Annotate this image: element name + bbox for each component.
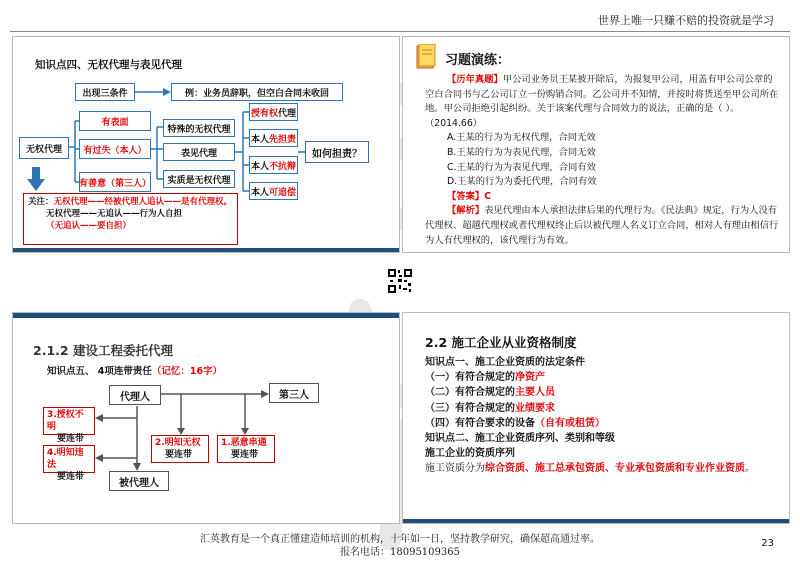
condition-fault: 有过失（本人） [79, 139, 151, 159]
footer-phone: 报名电话：18095109365 [340, 547, 460, 558]
apparent-agency-box: 表见代理 [163, 143, 235, 161]
responsibility-authorized: 授有权 代理 [249, 103, 298, 121]
slide-subtitle: 知识点五、 4项连带责任（记忆：16字） [47, 366, 223, 377]
knowledge-point-1: 知识点一、施工企业资质的法定条件 [425, 357, 585, 368]
how-to-bear-box: 如何担责？ [305, 141, 369, 163]
condition-3: （三）有符合规定的业绩要求 [425, 402, 555, 414]
analysis-text: 【解析】表见代理由本人承担法律后果的代理行为。《民法典》规定，行为人没有代理权、超越代理权或者代理权终止后以被代理人名义订立合同，相对人有理由相信行为人有代理权的，该代理行为有效。 [425, 205, 779, 246]
option-b: B.王某的行为为表见代理，合同无效 [447, 146, 596, 158]
option-d: D.王某的行为为委托代理，合同有效 [447, 176, 597, 188]
condition-4: （四）有符合要求的设备（自有或租赁） [425, 417, 605, 429]
principal-box: 被代理人 [109, 471, 169, 491]
sequence-title: 施工企业的资质序列 [425, 448, 515, 460]
qualification-body [425, 355, 775, 477]
footer [0, 533, 800, 559]
answer-line: 【答案】C [447, 190, 492, 202]
option-a: A.王某的行为为无权代理，合同无效 [447, 132, 596, 144]
qr-code-icon [387, 268, 413, 294]
slide-title: 2.2 施工企业从业资格制度 [425, 335, 577, 350]
responsibility-no-defense: 本人 不抗辩 [249, 156, 298, 174]
header-divider [10, 31, 790, 32]
third-party-box: 第三人 [269, 383, 319, 403]
slide-qualification [402, 312, 790, 524]
condition-2: （二）有符合规定的主要人员 [425, 387, 555, 399]
responsibility-first: 本人 先担责 [249, 129, 298, 147]
slide-exercise [402, 36, 790, 253]
down-arrow-icon [27, 167, 45, 191]
book-icon [415, 44, 437, 70]
responsibility-recourse: 本人 可追偿 [249, 182, 298, 200]
substantive-box: 实质是无权代理 [163, 170, 235, 188]
liability-known-illegal: 4.明知违法 要连带 [43, 445, 95, 473]
slide-entrusted-agency [12, 312, 400, 524]
slide-bottom-bar [403, 519, 789, 523]
conditions-box: 出现三条件 [75, 83, 135, 101]
unauthorized-agency-box: 无权代理 [19, 137, 69, 159]
agent-box: 代理人 [109, 385, 161, 405]
liability-unclear-authorization: 3.授权不明 要连带 [43, 407, 95, 435]
special-unauthorized-box: 特殊的无权代理 [163, 119, 235, 137]
page-number: 23 [761, 538, 774, 549]
slide-title: 2.1.2 建设工程委托代理 [33, 343, 173, 358]
condition-1: （一）有符合规定的净资产 [425, 372, 545, 384]
exercise-body: 【历年真题】甲公司业务员王某被开除后，为报复甲公司，用盖有甲公司公章的空白合同书与乙公司订立一份购销合同。乙公司并不知情，并按时将货送至甲公司所在地。甲公司拒绝引起纠纷。关于该案代理与合同效力的说法，正确的是（ ）。（2014.66） A.王某的行为为无权代理，合同无效 B.王某的行为为表见代理，合同无效 C.王某的行为为表见代理，合同有效 D.王某的行为为委托代理，合同有效 【答案】C 【解析】表见代理由本人承担法律后果的代理行为。《民法典》规定，行为人没有代理权、超越代理权或者代理权终止后以被代理人名义订立合同，相对人有理由相信行为人有代理权的，该代理行为有效。 [425, 73, 781, 248]
knowledge-point-2: 知识点二、施工企业资质序列、类别和等级 [425, 433, 615, 445]
attention-note: 关注：无权代理——经被代理人追认——是有代理权。 无权代理——无追认——行为人自担 （无追认——要自担） [23, 193, 238, 245]
condition-good-faith: 有善意（第三人） [79, 172, 151, 192]
slide-bottom-bar [13, 248, 399, 252]
liability-known-no-authority: 2.明知无权 要连带 [151, 435, 209, 463]
option-c: C.王某的行为为表见代理，合同有效 [447, 161, 596, 173]
slide-agency-knowledge [12, 36, 400, 253]
sequence-text: 施工资质分为综合资质、施工总承包资质、专业承包资质和专业作业资质。 [425, 463, 755, 475]
example-box: 例：业务员辞职，但空白合同未收回 [171, 83, 343, 101]
liability-collusion: 1.恶意串通 要连带 [217, 435, 275, 463]
exercise-title: 习题演练： [445, 53, 511, 68]
condition-appearance: 有表面 [79, 111, 151, 131]
slide-title: 知识点四、无权代理与表见代理 [35, 59, 182, 71]
footer-line-1: 汇英教育是一个真正懂建造师培训的机构，十年如一日，坚持教学研究，确保超高通过率。 [200, 534, 600, 545]
header-slogan: 世界上唯一只赚不赔的投资就是学习 [598, 14, 774, 27]
